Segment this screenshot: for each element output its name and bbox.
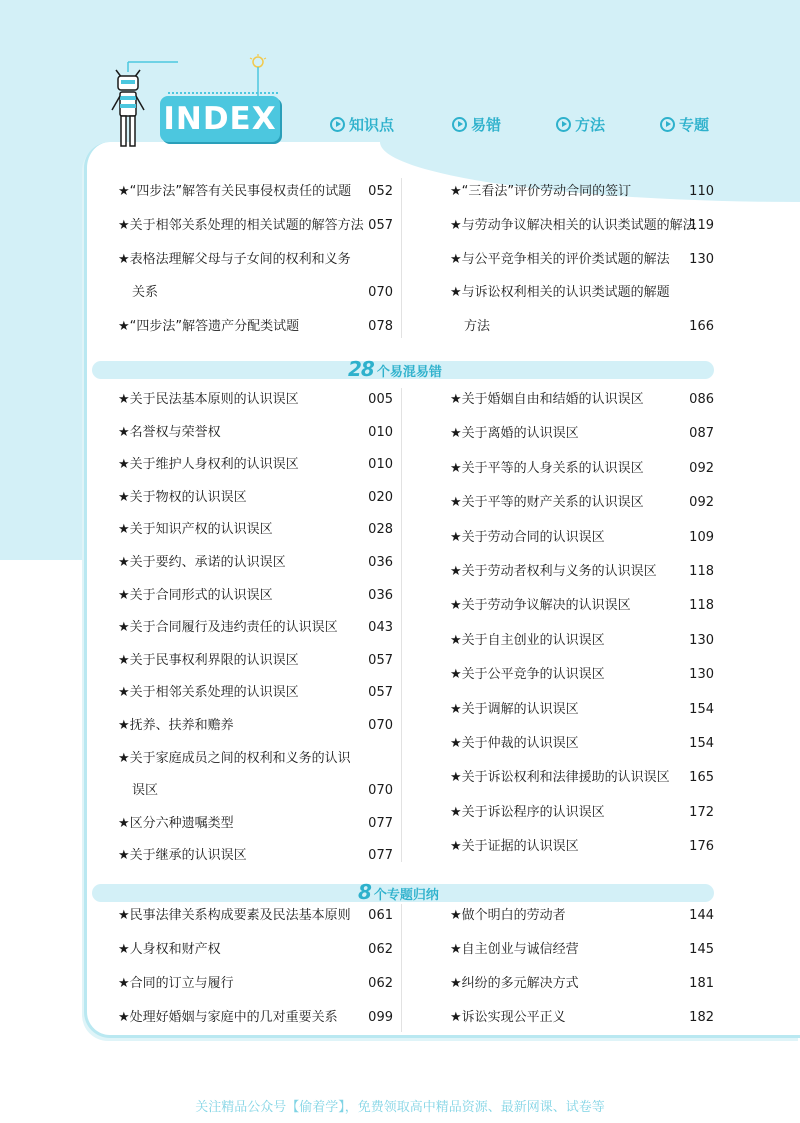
section-number: 28 [348,357,374,381]
index-entry-text: ★关于知识产权的认识误区 [118,522,273,537]
index-entry-text: ★关于相邻关系处理的相关试题的解答方法 [118,218,364,233]
index-entry-page: 057 [368,685,393,700]
index-entry-text: ★关于相邻关系处理的认识误区 [118,685,299,700]
index-entry-text: ★关于证据的认识误区 [450,839,579,854]
index-entry-page: 145 [689,942,714,957]
index-entry-text: ★“四步法”解答有关民事侵权责任的试题 [118,184,352,199]
index-entry-page: 154 [689,702,714,717]
index-entry-page: 057 [368,653,393,668]
index-entry-page: 099 [368,1010,393,1025]
index-entry-text: ★关于自主创业的认识误区 [450,633,605,648]
index-entry-text: 关系 [132,285,159,300]
index-entry-text: ★关于平等的人身关系的认识误区 [450,461,644,476]
index-entry-page: 062 [368,942,393,957]
index-entry-text: ★人身权和财产权 [118,942,221,957]
index-entry-page: 062 [368,976,393,991]
index-entry-page: 036 [368,588,393,603]
index-entry-text: ★表格法理解父母与子女间的权利和义务 [118,252,351,267]
index-entry-text: ★关于诉讼权利和法律援助的认识误区 [450,770,670,785]
nav-label: 易错 [471,115,502,134]
index-entry-page: 086 [689,392,714,407]
index-entry-text: ★诉讼实现公平正义 [450,1010,566,1025]
errors-section-title [348,357,442,381]
index-entry-text: 方法 [464,319,491,334]
index-entry-page: 181 [689,976,714,991]
index-entry-page: 130 [689,252,714,267]
index-entry-text: ★关于离婚的认识误区 [450,426,579,441]
index-entry-page: 172 [689,805,714,820]
index-entry-text: ★关于劳动争议解决的认识误区 [450,598,631,613]
index-entry-page: 092 [689,461,714,476]
index-entry-text: ★处理好婚姻与家庭中的几对重要关系 [118,1010,338,1025]
index-entry-text: ★关于家庭成员之间的权利和义务的认识 [118,751,351,766]
index-entry-page: 077 [368,848,393,863]
nav-label: 专题 [679,115,710,134]
index-entry-text: ★区分六种遗嘱类型 [118,816,234,831]
index-entry-text: ★关于民法基本原则的认识误区 [118,392,299,407]
index-entry-page: 144 [689,908,714,923]
nav-errors [452,113,501,135]
index-entry-text: ★关于婚姻自由和结婚的认识误区 [450,392,644,407]
index-entry-text: ★关于民事权利界限的认识误区 [118,653,299,668]
index-entry-page: 036 [368,555,393,570]
index-entry-text: ★关于维护人身权利的认识误区 [118,457,299,472]
footer-note: 关注精品公众号【偷着学】，免费领取高中精品资源、最新网课、试卷等 [195,1100,605,1115]
index-entry-page: 118 [689,564,714,579]
index-entry-text: ★抚养、扶养和赡养 [118,718,234,733]
index-entry-page: 176 [689,839,714,854]
index-entry-page: 182 [689,1010,714,1025]
index-entry-page: 043 [368,620,393,635]
index-entry-text: ★关于合同形式的认识误区 [118,588,273,603]
index-entry-page: 070 [368,783,393,798]
index-entry-text: ★与劳动争议解决相关的认识类试题的解法 [450,218,696,233]
index-entry-text: ★自主创业与诚信经营 [450,942,579,957]
index-entry-page: 028 [368,522,393,537]
index-entry-page: 130 [689,667,714,682]
index-entry-text: ★关于仲裁的认识误区 [450,736,579,751]
index-entry-page: 087 [689,426,714,441]
index-entry-page: 078 [368,319,393,334]
column-divider [401,388,402,862]
topics-section-title [358,880,439,904]
nav-label: 知识点 [349,115,395,134]
index-entry-page: 109 [689,530,714,545]
index-entry-page: 154 [689,736,714,751]
section-number: 8 [358,880,371,904]
play-circle-icon [452,117,467,132]
play-circle-icon [660,117,675,132]
lightbulb-icon [248,54,268,96]
section-label: 个易混易错 [376,365,442,380]
index-entry-page: 020 [368,490,393,505]
index-entry-page: 119 [689,218,714,233]
nav-methods [556,113,605,135]
index-entry-text: ★关于公平竞争的认识误区 [450,667,605,682]
index-entry-text: ★“四步法”解答遗产分配类试题 [118,319,300,334]
index-entry-page: 010 [368,425,393,440]
index-entry-text: ★关于劳动者权利与义务的认识误区 [450,564,657,579]
index-entry-page: 061 [368,908,393,923]
index-entry-text: ★关于劳动合同的认识误区 [450,530,605,545]
index-entry-text: ★关于诉讼程序的认识误区 [450,805,605,820]
index-entry-page: 092 [689,495,714,510]
index-entry-text: ★民事法律关系构成要素及民法基本原则 [118,908,351,923]
index-entry-text: ★“三看法”评价劳动合同的签订 [450,184,632,199]
index-entry-text: ★与诉讼权利相关的认识类试题的解题 [450,285,670,300]
index-entry-page: 110 [689,184,714,199]
index-entry-text: 误区 [132,783,159,798]
index-entry-text: ★纠纷的多元解决方式 [450,976,579,991]
nav-knowledge [330,113,394,135]
index-entry-text: ★关于物权的认识误区 [118,490,247,505]
section-label: 个专题归纳 [373,888,439,903]
nav-label: 方法 [575,115,606,134]
index-entry-page: 118 [689,598,714,613]
index-entry-page: 130 [689,633,714,648]
column-divider [401,178,402,338]
index-entry-text: ★关于要约、承诺的认识误区 [118,555,286,570]
index-entry-text: ★关于合同履行及违约责任的认识误区 [118,620,338,635]
nav-topics [660,113,709,135]
play-circle-icon [330,117,345,132]
index-entry-page: 070 [368,285,393,300]
index-entry-page: 070 [368,718,393,733]
column-divider [401,904,402,1032]
index-entry-text: ★与公平竞争相关的评价类试题的解法 [450,252,670,267]
index-entry-page: 077 [368,816,393,831]
index-entry-text: ★合同的订立与履行 [118,976,234,991]
index-entry-page: 005 [368,392,393,407]
index-entry-text: ★关于调解的认识误区 [450,702,579,717]
index-entry-page: 165 [689,770,714,785]
index-badge: INDEX [160,96,280,142]
index-entry-page: 057 [368,218,393,233]
index-entry-text: ★做个明白的劳动者 [450,908,566,923]
index-entry-text: ★关于继承的认识误区 [118,848,247,863]
index-entry-text: ★名誉权与荣誉权 [118,425,221,440]
index-entry-page: 010 [368,457,393,472]
index-entry-page: 166 [689,319,714,334]
index-entry-text: ★关于平等的财产关系的认识误区 [450,495,644,510]
index-entry-page: 052 [368,184,393,199]
play-circle-icon [556,117,571,132]
